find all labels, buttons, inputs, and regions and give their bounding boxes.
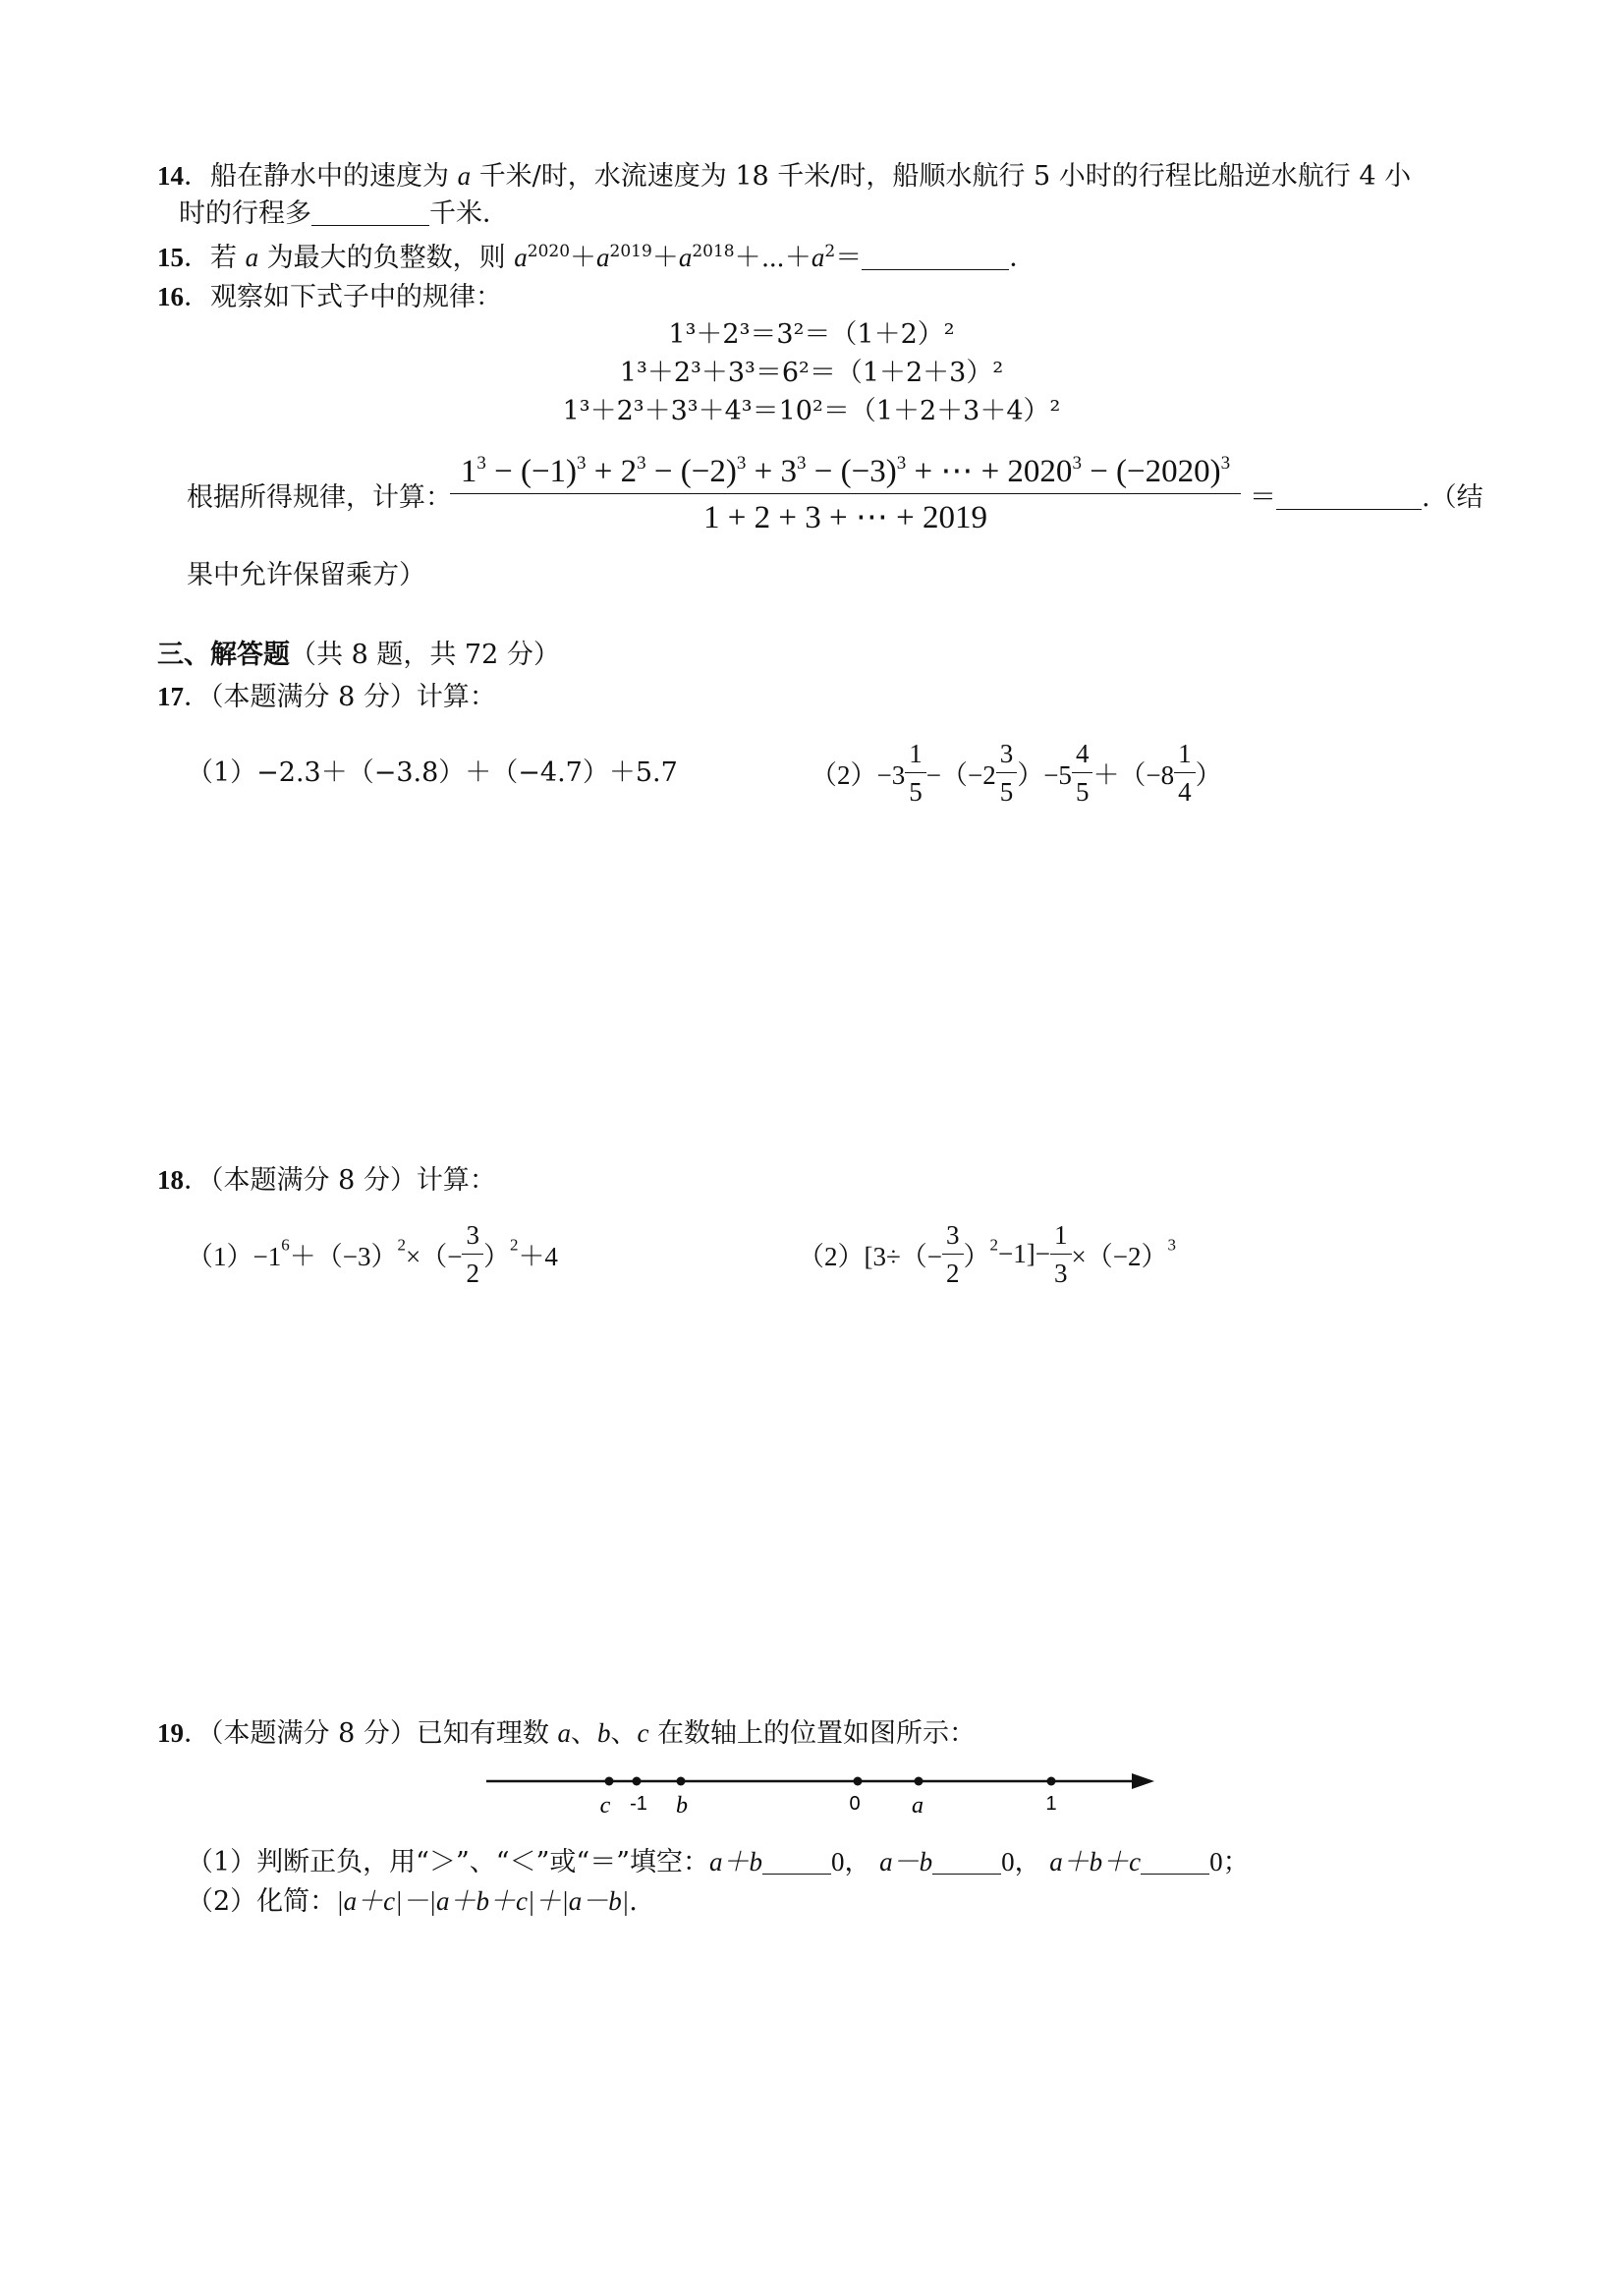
q17-part2: （2）−3 $\frac{1}{5}$ −（−2 $\frac{3}{5}$ ）−5 $\frac{4}{5}$ ＋（−8 $\frac{1}{4}$ ） [811, 735, 1222, 811]
q17-frac-4: $\frac{1}{4}$ [1174, 735, 1196, 811]
q16-formula-2: 1³＋2³＋3³＝6²＝（1＋2＋3）² [619, 358, 1004, 388]
point-minus-one [633, 1777, 642, 1786]
q17-part1: （1）−2.3＋（−3.8）＋（−4.7）＋5.7 [187, 757, 678, 788]
q16-numerator: $1^3 - (-1)^3 + 2^3 - (-2)^3 + 3^3 - (-3)^3$ + ⋯ + $2020^3 - (-2020)^3$ [450, 450, 1241, 494]
label-zero: 0 [849, 1793, 861, 1815]
q14-line2: 时的行程多 千米． [179, 198, 509, 229]
number-line-arrow [1132, 1773, 1154, 1789]
q17-heading: 17．（本题满分 8 分）计算： [157, 682, 496, 712]
point-c [605, 1777, 614, 1786]
q16-answer-blank[interactable] [1276, 485, 1422, 510]
section-3-heading: 三、解答题（共 8 题，共 72 分） [157, 640, 560, 670]
q18-number: 18 [157, 1165, 184, 1195]
q18-part2: （2）[3÷（− $\frac{3}{2}$ ）$^2$−1]− $\frac{1}{3}$ $\times(-2)^3$ [798, 1216, 1176, 1292]
q19-part2: （2）化简：|a＋c|－|a＋b＋c|＋|a－b|. [187, 1886, 638, 1917]
q18-part1: $(1)-1^6+(-3)^2\times(-$ $\frac{3}{2}$ ）$^2$＋4 [187, 1216, 558, 1292]
q19-number: 19 [157, 1718, 184, 1748]
q17-number: 17 [157, 682, 184, 711]
q14-line1: 14．船在静水中的速度为 a 千米/时，水流速度为 18 千米/时，船顺水航行 5 小时的行程比船逆水航行 4 小 [157, 161, 1412, 192]
point-b [677, 1777, 686, 1786]
q14-answer-blank[interactable] [311, 201, 429, 226]
q16-denominator: 1 + 2 + 3 + ⋯ + 2019 [703, 500, 987, 535]
label-c: c [599, 1793, 611, 1819]
q19-blank-1[interactable] [762, 1850, 831, 1875]
q19-part1: （1）判断正负，用“＞”、“＜”或“＝”填空：a＋b 0， a－b 0， a＋b＋c 0； [187, 1847, 1250, 1877]
q15-number: 15 [157, 243, 184, 272]
label-one: 1 [1045, 1793, 1057, 1815]
q18-frac-2: $\frac{3}{2}$ [942, 1216, 964, 1292]
q18-heading: 18．（本题满分 8 分）计算： [157, 1165, 496, 1196]
label-a: a [912, 1793, 923, 1819]
q17-frac-2: $\frac{3}{5}$ [996, 735, 1018, 811]
q19-heading: 19．（本题满分 8 分）已知有理数 a、b、c 在数轴上的位置如图所示： [157, 1718, 977, 1749]
point-a [915, 1777, 923, 1786]
q15-line: 15．若 a 为最大的负整数，则 $a^{2020}+a^{2019}+a^{2018}+\cdots+a^2=$ ． [157, 242, 1036, 273]
q19-blank-2[interactable] [932, 1850, 1001, 1875]
q16-intro: 16．观察如下式子中的规律： [157, 282, 502, 312]
label-minus-one: -1 [630, 1793, 647, 1815]
point-one [1047, 1777, 1056, 1786]
q16-note: 果中允许保留乘方） [187, 560, 425, 590]
q14-number: 14 [157, 161, 184, 191]
q19-blank-3[interactable] [1141, 1850, 1209, 1875]
point-zero [854, 1777, 863, 1786]
q16-answer-line: ＝ .（结 [1250, 482, 1483, 513]
q16-prompt: 根据所得规律，计算： [187, 482, 452, 513]
q15-answer-blank[interactable] [862, 246, 1009, 270]
q18-frac-1: $\frac{3}{2}$ [462, 1216, 483, 1292]
q16-number: 16 [157, 282, 184, 311]
q17-frac-1: $\frac{1}{5}$ [905, 735, 926, 811]
q16-formula-1: 1³＋2³＝3²＝（1＋2）² [668, 319, 955, 350]
q16-big-fraction [450, 450, 1241, 541]
q16-formula-3: 1³＋2³＋3³＋4³＝10²＝（1＋2＋3＋4）² [562, 396, 1061, 426]
label-b: b [676, 1793, 688, 1819]
q17-frac-3: $\frac{4}{5}$ [1072, 735, 1093, 811]
q18-frac-3: $\frac{1}{3}$ [1050, 1216, 1072, 1292]
number-line-diagram [481, 1764, 1159, 1822]
